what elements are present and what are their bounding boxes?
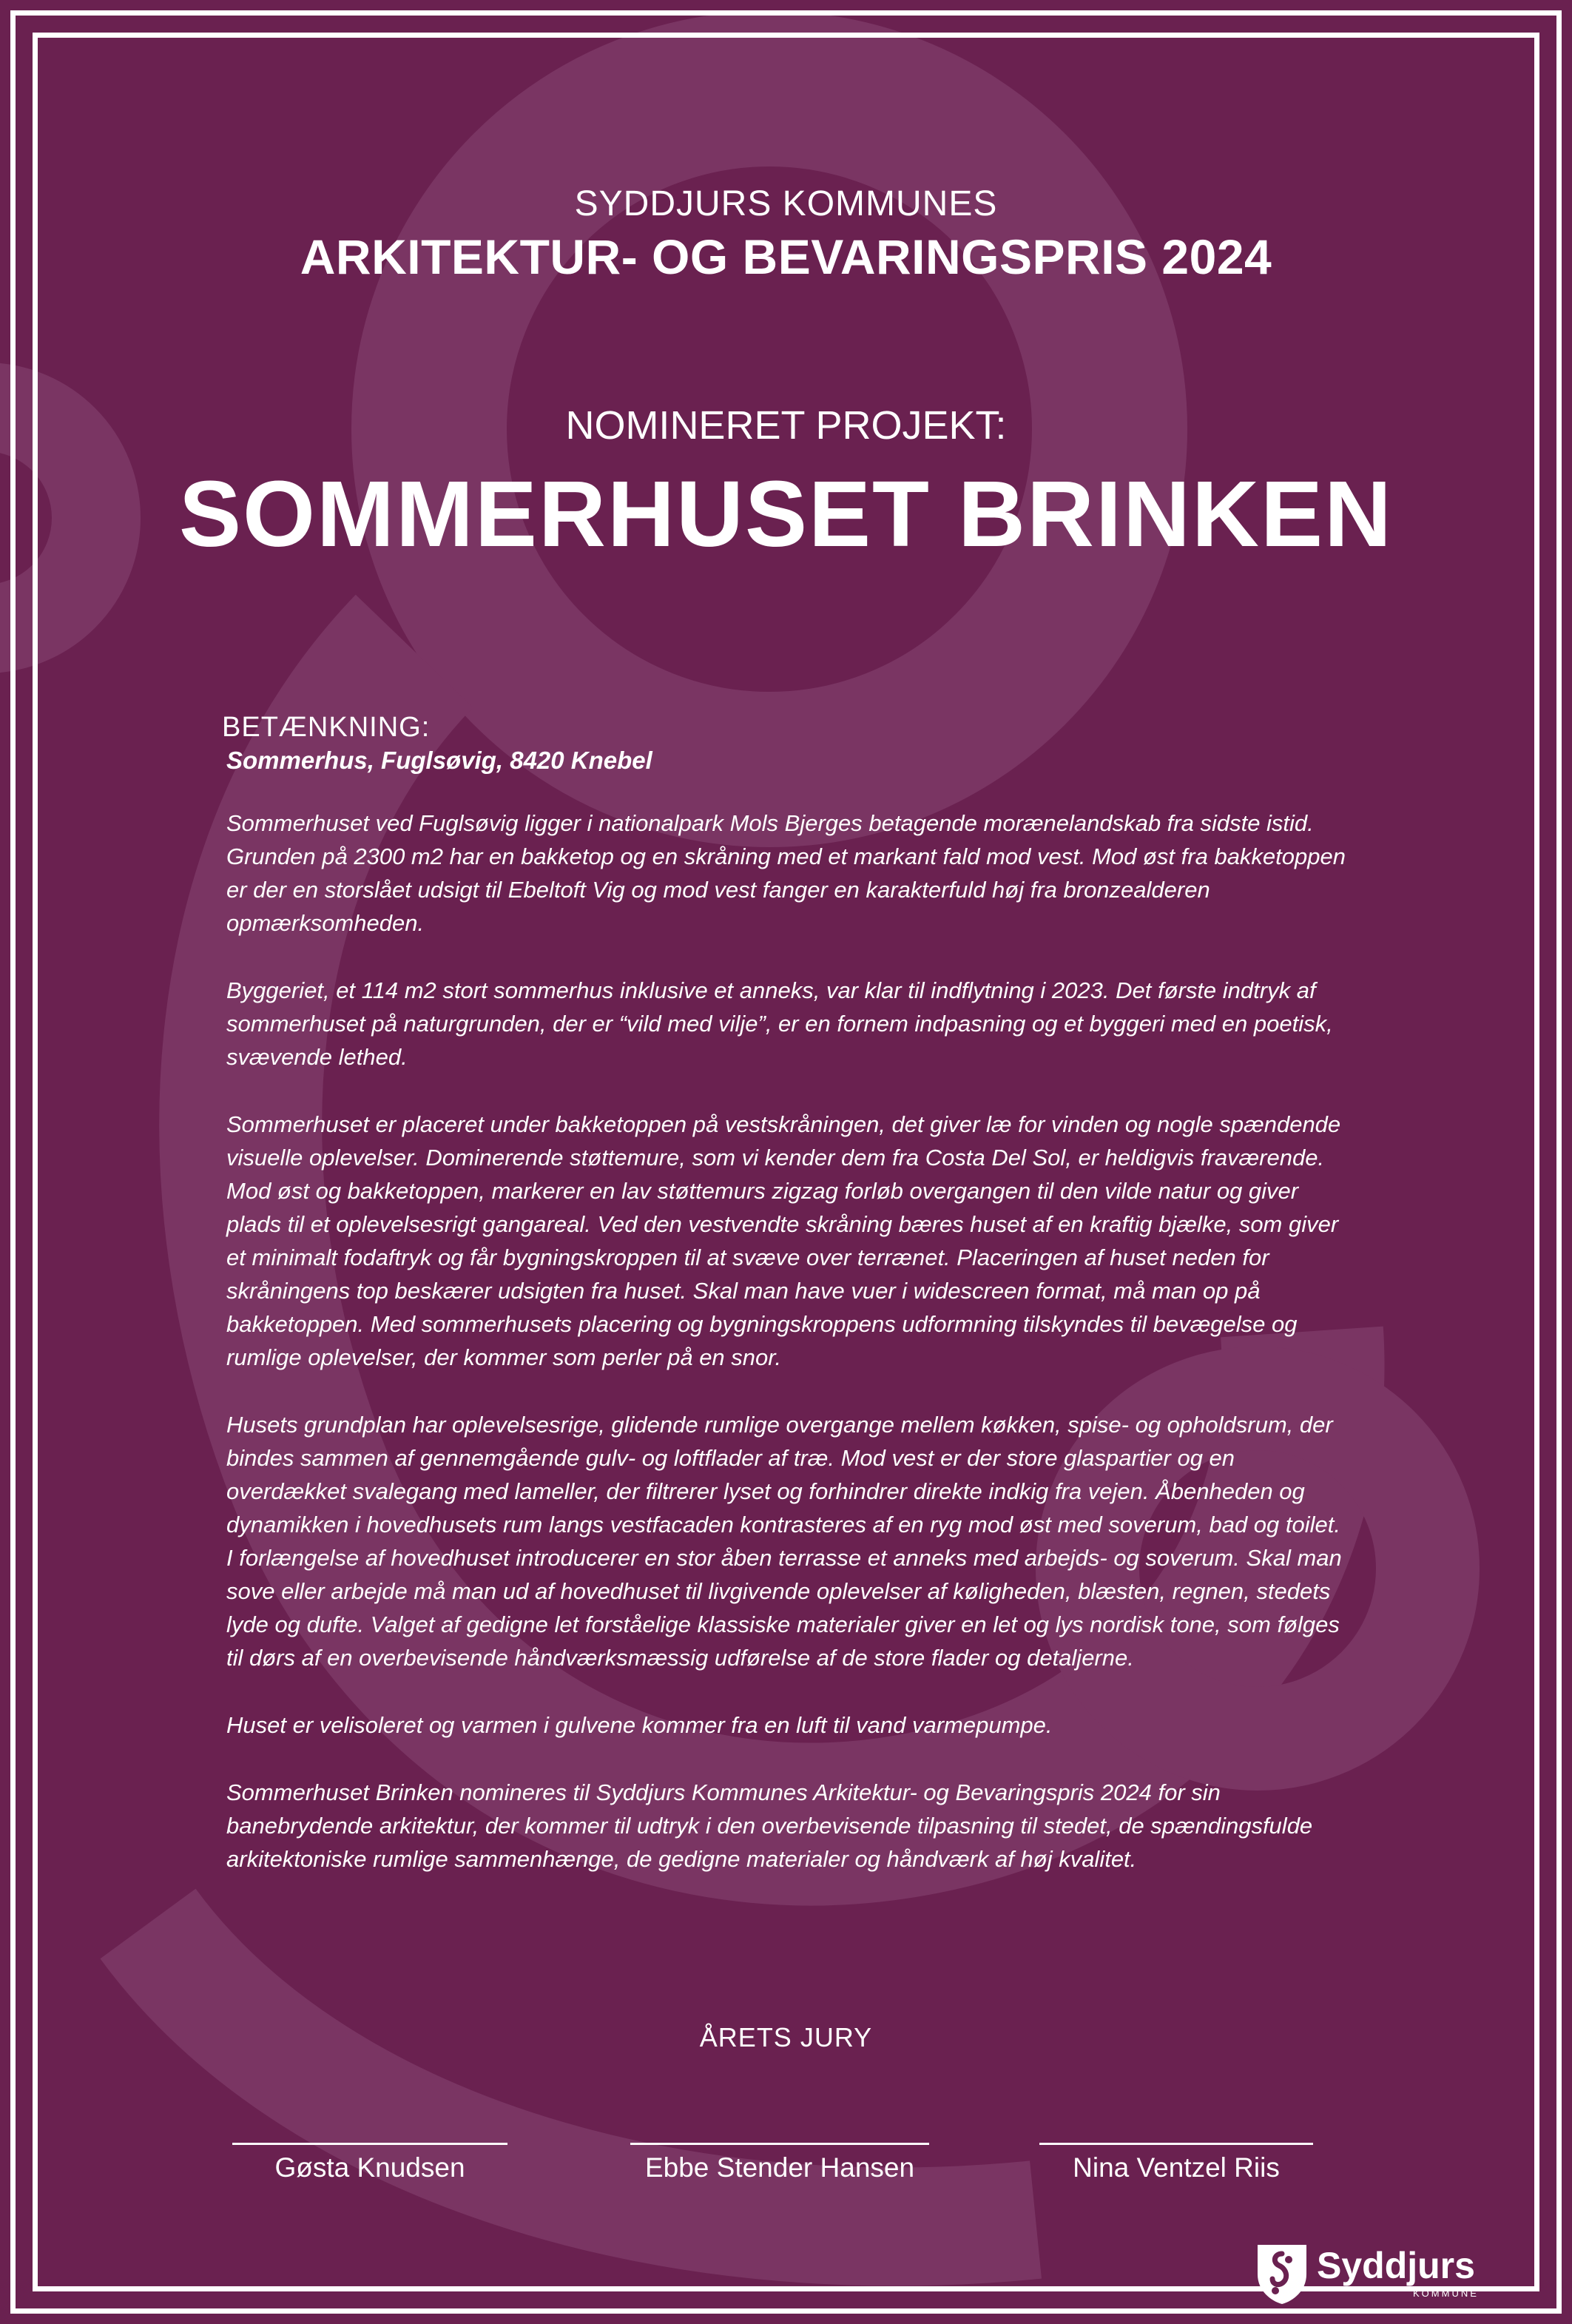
jury-label: ÅRETS JURY	[699, 2022, 873, 2052]
assessment-section	[222, 710, 1347, 1876]
signature-line	[1039, 2143, 1313, 2145]
header	[0, 181, 1572, 286]
signature-block	[1039, 2143, 1313, 2186]
paragraph: Byggeriet, et 114 m2 stort sommerhus inklusive et anneks, var klar til indflytning i 2023. Det første indtryk af sommerhuset på naturgrunden, der er “vild med vilje”, er en fornem indpasning og et byggeri med en poetisk, svævende lethed.	[226, 977, 1333, 1070]
signature-block	[630, 2143, 929, 2186]
syddjurs-logo	[1255, 2242, 1479, 2307]
section-label: BETÆNKNING:	[222, 712, 431, 743]
signature-block	[232, 2143, 507, 2186]
signature-line	[630, 2143, 929, 2145]
paragraph: Huset er velisoleret og varmen i gulvene kommer fra en luft til vand varmepumpe.	[226, 1712, 1053, 1738]
signature-line	[232, 2143, 507, 2145]
project-address: Sommerhus, Fuglsøvig, 8420 Knebel	[226, 747, 652, 774]
jury-member-name: Gøsta Knudsen	[274, 2152, 465, 2183]
shield-icon	[1255, 2242, 1309, 2306]
paragraph: Sommerhuset Brinken nomineres til Syddjurs Kommunes Arkitektur- og Bevaringspris 2024 for sin banebrydende arkitektur, der kommer til udtryk i den overbevisende tilpasning til stedet, de spændingsfulde arkitektoniske rumlige sammenhænge, de gedigne materialer og håndværk af høj kvalitet.	[226, 1779, 1313, 1872]
award-title: ARKITEKTUR- OG BEVARINGSPRIS 2024	[300, 229, 1272, 284]
jury-member-name: Nina Ventzel Riis	[1073, 2152, 1280, 2183]
organization-name: SYDDJURS KOMMUNES	[574, 184, 998, 223]
nominated-label: NOMINERET PROJEKT:	[565, 403, 1007, 448]
jury-member-name: Ebbe Stender Hansen	[644, 2152, 915, 2183]
paragraph: Sommerhuset er placeret under bakketoppen på vestskråningen, det giver læ for vinden og nogle spændende visuelle oplevelser. Dominerende støttemure, som vi kender dem fra Costa Del Sol, er heldigvis fraværende. Mod øst og bakketoppen, markerer en lav støttemurs zigzag forløb overgangen til den vilde natur og giver plads til et oplevelsesrigt gangareal. Ved den vestvendte skråning bæres huset af en kraftig bjælke, som giver et minimalt fodaftryk og får bygningskroppen til at svæve over terrænet. Placeringen af huset neden for skråningens top beskærer udsigten fra huset. Skal man have vuer i widescreen format, må man op på bakketoppen. Med sommerhusets placering og bygningskroppens udformning tilskyndes til bevægelse og rumlige oplevelser, der kommer som perler på en snor.	[226, 1111, 1341, 1370]
paragraph: Sommerhuset ved Fuglsøvig ligger i nationalpark Mols Bjerges betagende morænelandskab fra sidste istid. Grunden på 2300 m2 har en bakketop og en skråning med et markant fald mod vest. Mod øst fra bakketoppen er der en storslået udsigt til Ebeltoft Vig og mod vest fanger en karakterfuld høj fra bronzealderen opmærksomheden.	[226, 810, 1346, 936]
paragraph: Husets grundplan har oplevelsesrige, glidende rumlige overgange mellem køkken, spise- og opholdsrum, der bindes sammen af gennemgående gulv- og loftflader af træ. Mod vest er der store glaspartier og en overdækket svalegang med lameller, der filtrerer lyset og forhindrer direkte indkig fra vejen. Åbenheden og dynamikken i hovedhusets rum langs vestfacaden kontrasteres af en ryg mod øst med soverum, bad og toilet. I forlængelse af hovedhuset introducerer en stor åben terrasse et anneks med arbejds- og soverum. Skal man sove eller arbejde må man ud af hovedhuset til livgivende oplevelser af køligheden, blæsten, regnen, stedets lyde og dufte. Valget af gedigne let forståelige klassiske materialer giver en let og lys nordisk tone, som følges til dørs af en overbevisende håndværksmæssig udførelse af de store flader og detaljerne.	[226, 1412, 1342, 1671]
logo-name: Syddjurs	[1317, 2245, 1475, 2286]
project-title: SOMMERHUSET BRINKEN	[178, 462, 1394, 566]
logo-subtitle: KOMMUNE	[1413, 2288, 1479, 2299]
